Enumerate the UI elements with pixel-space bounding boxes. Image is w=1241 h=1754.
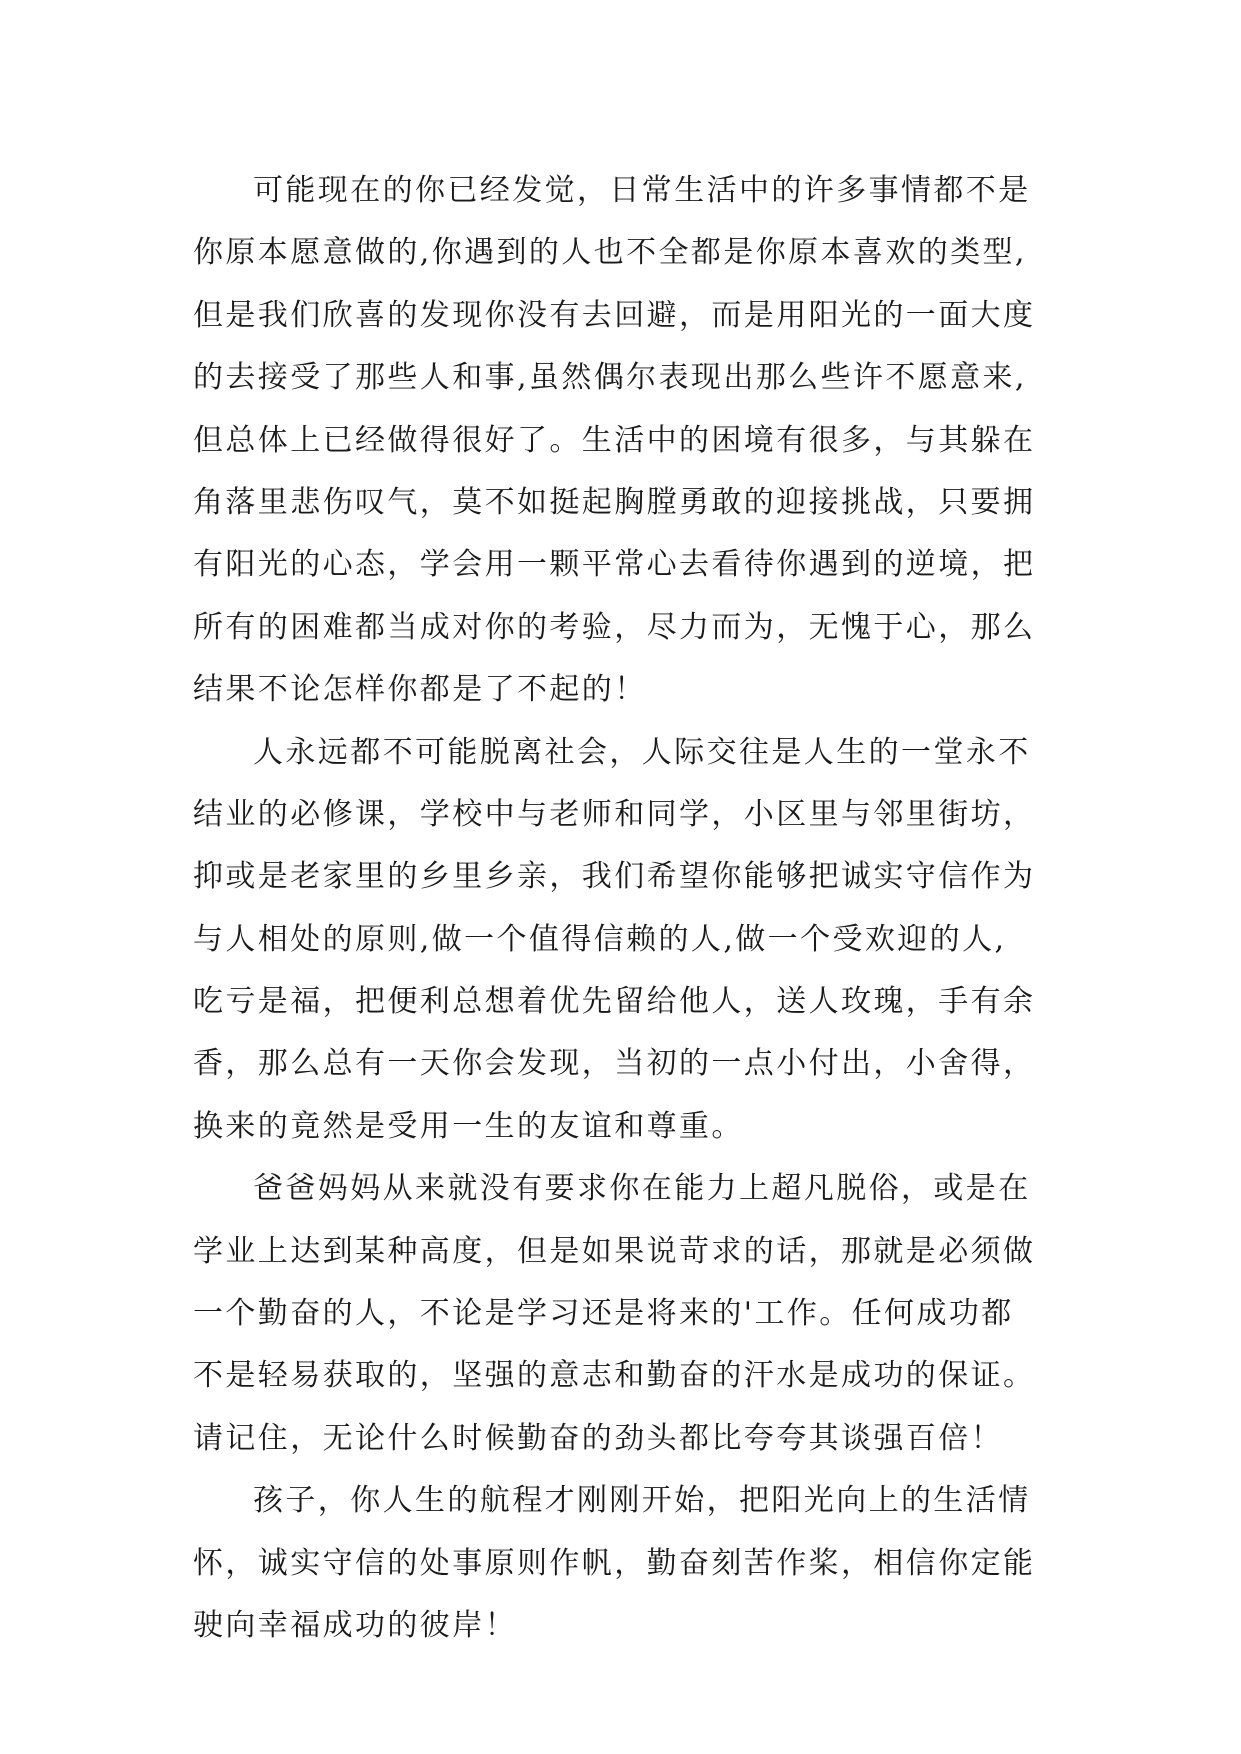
text-line: 与人相处的原则,做一个值得信赖的人,做一个受欢迎的人, — [193, 921, 1007, 957]
text-line: 但是我们欣喜的发现你没有去回避，而是用阳光的一面大度 — [193, 297, 1036, 333]
paragraph-1 — [193, 160, 1093, 722]
text-line: 学业上达到某种高度，但是如果说苛求的话，那就是必须做 — [193, 1233, 1036, 1269]
text-line: 驶向幸福成功的彼岸！ — [193, 1607, 517, 1643]
text-line: 可能现在的你已经发觉，日常生活中的许多事情都不是 — [253, 173, 1031, 208]
text-line: 请记住，无论什么时候勤奋的劲头都比夸夸其谈强百倍！ — [193, 1420, 1003, 1456]
text-line: 角落里悲伤叹气，莫不如挺起胸膛勇敢的迎接挑战，只要拥 — [193, 484, 1036, 520]
letter-body — [193, 160, 1093, 1657]
text-line: 但总体上已经做得很好了。生活中的困境有很多，与其躲在 — [193, 422, 1036, 458]
text-line: 结业的必修课，学校中与老师和同学，小区里与邻里街坊， — [193, 796, 1036, 832]
text-line: 结果不论怎样你都是了不起的！ — [193, 672, 647, 708]
text-line: 换来的竟然是受用一生的友谊和尊重。 — [193, 1108, 744, 1144]
text-line: 孩子，你人生的航程才刚刚开始，把阳光向上的生活情 — [253, 1483, 1031, 1519]
text-line: 一个勤奋的人，不论是学习还是将来的'工作。任何成功都 — [193, 1296, 1014, 1332]
text-line: 吃亏是福，把便利总想着优先留给他人，送人玫瑰，手有余 — [193, 984, 1036, 1020]
text-line: 香，那么总有一天你会发现，当初的一点小付出，小舍得， — [193, 1046, 1036, 1082]
text-line: 怀，诚实守信的处事原则作帆，勤奋刻苦作桨，相信你定能 — [193, 1545, 1036, 1581]
text-line: 不是轻易获取的，坚强的意志和勤奋的汗水是成功的保证。 — [193, 1358, 1036, 1394]
paragraph-2 — [193, 722, 1093, 1159]
text-line: 爸爸妈妈从来就没有要求你在能力上超凡脱俗，或是在 — [253, 1171, 1031, 1207]
paragraph-3 — [193, 1158, 1093, 1470]
text-line: 抑或是老家里的乡里乡亲，我们希望你能够把诚实守信作为 — [193, 859, 1036, 895]
text-line: 人永远都不可能脱离社会，人际交往是人生的一堂永不 — [253, 734, 1031, 770]
text-line: 有阳光的心态，学会用一颗平常心去看待你遇到的逆境，把 — [193, 547, 1036, 583]
text-line: 的去接受了那些人和事,虽然偶尔表现出那么些许不愿意来, — [193, 360, 1027, 396]
text-line: 所有的困难都当成对你的考验，尽力而为，无愧于心，那么 — [193, 609, 1036, 645]
text-line: 你原本愿意做的,你遇到的人也不全都是你原本喜欢的类型, — [193, 235, 1027, 271]
paragraph-4 — [193, 1470, 1093, 1657]
